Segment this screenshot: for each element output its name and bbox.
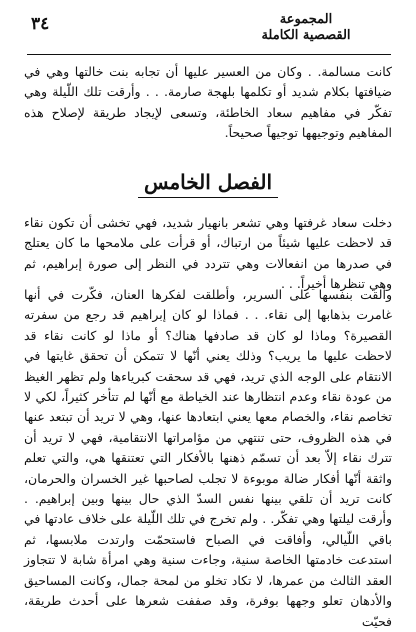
running-head	[221, 12, 391, 44]
page-number: ٣٤	[31, 14, 50, 34]
chapter-title: الفصل الخامس	[138, 170, 278, 198]
page-header	[27, 10, 391, 55]
paragraph-2: دخلت سعاد غرفتها وهي تشعر بانهيار شديد، فهي تخشى أن تكون نقاء قد لاحظت عليها شيئاً من ارتباك، أو قرأت على ملامحها ما كان يعتلج في صدرها من انفعالات وهي تتردد في النظر إلى صورة إبراهيم، ثم وهي تنظرها أخيراً. . .	[24, 215, 392, 292]
paragraph-3: وألقت بنفسها على السرير، وأطلقت لفكرها العنان، فكّرت في أنها غامرت بذهابها إلى نقاء. . . فماذا لو كان إبراهيم قد رجع من سفرته القصيرة؟ وماذا لو كان قد صادفها هناك؟ أو ماذا لو كانت نقاء قد لاحظت عليها ما يريب؟ وذلك يعني أنّها لا تتمكن أن تحقق غايتها في الانتقام على الوجه الذي تريد، فهي قد سحقت كبرياءها ولم تظهر الغيظ من عودة نقاء وعدم انتظارها عند الخياطة مع أنّها لم تتأخر كثيراً، لكي لا تخاصم نقاء، والخصام معها يعني ابتعادها عنها، وهي لا تريد أن تبتعد عنها في هذه الظروف، حتى تنتهي من مؤامراتها الانتقامية، فهي لا تريد أن تترك نقاء إلاّ بعد أن تسمّم ذهنها بالأفكار التي تعتنقها هي، والتي تعلم واثقة أنّها أفكار ضالة موبوءة لا تجلب لصاحبها غير الخسران والحرمان، كانت تريد أن تلقي بينها نفس السدّ الذي حال بينها وبين إبراهيم. . وأرقت ليلتها وهي تفكّر. . ولم تخرج في تلك اللّيلة على خلاف عادتها في باقي اللّيالي، وأفاقت في الصباح فاستحمّت وارتدت ملابسها، ثم استدعت خادمتها الخاصة سنية، وجاءت سنية وهي امرأة شابة لا تتجاوز العقد الثالث من عمرها، لا تكاد تخلو من لمحة جمال، وكانت المساحيق والأدهان تعلو وجهها بوفرة، وقد صففت شعرها على أحدث طريقة، فحيّت	[24, 287, 392, 629]
paragraph-1: كانت مسالمة. . وكان من العسير عليها أن تجابه بنت خالتها وهي في ضيافتها بكلام شديد أو تكلمها بلهجة صارمة. . . وأرقت تلك اللّيلة وهي تفكّر في مفاهيم سعاد الخاطئة، وتسعى لإيجاد طريقة لإصلاح هذه المفاهيم وتوجيهها توجيهاً صحيحاً.	[24, 64, 392, 141]
series-title: المجموعة	[279, 12, 333, 27]
chapter-heading	[0, 170, 416, 198]
series-subtitle: القصصية الكاملة	[261, 28, 351, 43]
